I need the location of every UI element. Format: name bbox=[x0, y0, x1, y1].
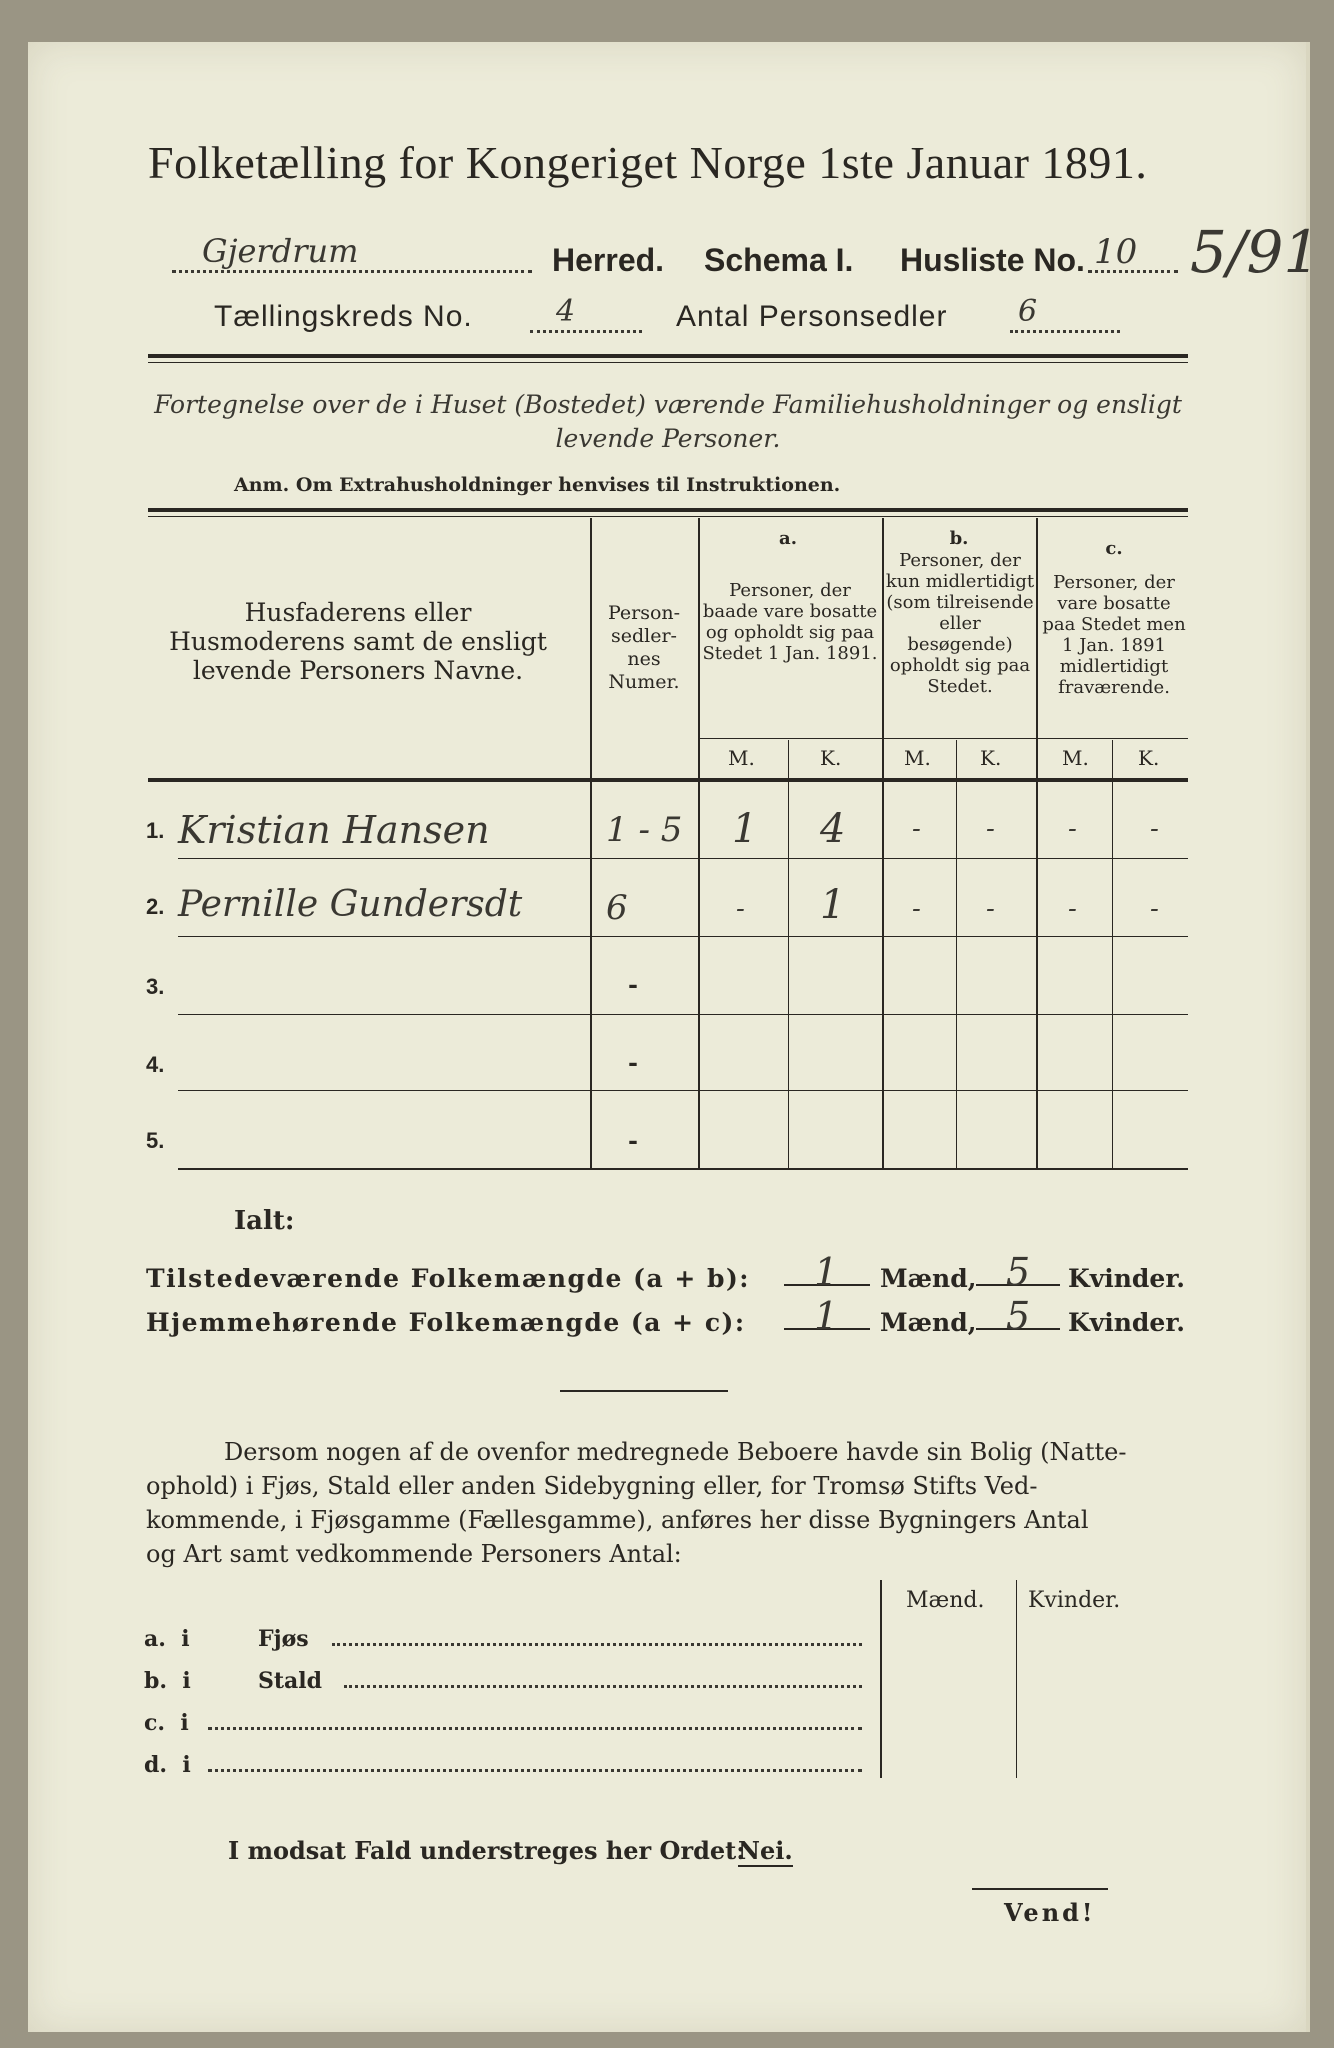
cell-a-k: 1 bbox=[820, 882, 846, 928]
intro-line-1: Fortegnelse over de i Huset (Bostedet) værende Familiehusholdninger og ensligt bbox=[154, 390, 1182, 419]
row-numer: 6 bbox=[606, 888, 628, 928]
census-form-page bbox=[28, 42, 1321, 2032]
hjem-k-value: 5 bbox=[1006, 1294, 1031, 1338]
row-rule bbox=[178, 858, 1188, 859]
row-number: 2. bbox=[146, 894, 165, 919]
row-numer: - bbox=[628, 970, 638, 999]
husliste-field bbox=[1088, 232, 1178, 273]
row-numer: - bbox=[628, 1048, 638, 1077]
anm-note: Anm. Om Extrahusholdninger henvises til Instruktionen. bbox=[234, 474, 841, 496]
hjem-kvinder-label: Kvinder. bbox=[1068, 1308, 1185, 1337]
husliste-value: 10 bbox=[1094, 232, 1138, 272]
schema-label: Schema I. bbox=[704, 242, 854, 278]
cell-c-m: - bbox=[1068, 894, 1077, 924]
tilst-k-value: 5 bbox=[1006, 1250, 1031, 1294]
cell-c-k: - bbox=[1150, 814, 1159, 844]
mk-c-k: K. bbox=[1138, 746, 1160, 770]
row-name: Kristian Hansen bbox=[178, 808, 490, 852]
building-item-dots bbox=[332, 1642, 862, 1646]
tilst-kvinder-label: Kvinder. bbox=[1068, 1264, 1185, 1293]
col-header-names: Husfaderens eller Husmoderens samt de ensligt levende Personers Navne. bbox=[169, 598, 547, 685]
vend-label: Vend! bbox=[1004, 1898, 1096, 1927]
herred-value: Gjerdrum bbox=[202, 232, 359, 270]
herred-label: Herred. bbox=[552, 242, 665, 278]
building-item-dots bbox=[208, 1768, 862, 1772]
row-rule bbox=[178, 936, 1188, 937]
building-item-letter: d. i bbox=[144, 1752, 191, 1778]
section-divider bbox=[560, 1390, 728, 1392]
building-item-dots bbox=[208, 1726, 862, 1730]
antal-field bbox=[1010, 294, 1120, 333]
building-item-letter: a. i bbox=[144, 1626, 190, 1652]
col-header-a-letter: a. bbox=[779, 528, 797, 549]
cell-b-k: - bbox=[986, 894, 995, 924]
herred-field bbox=[172, 232, 532, 273]
col-header-b-letter: b. bbox=[949, 528, 969, 549]
building-item-label: Stald bbox=[258, 1668, 323, 1694]
mk-b-k: K. bbox=[980, 746, 1002, 770]
mk-a-m: M. bbox=[728, 746, 755, 770]
row-name: Pernille Gundersdt bbox=[178, 884, 523, 925]
table-top-rule bbox=[148, 508, 1188, 512]
cell-a-k: 4 bbox=[820, 806, 846, 852]
cell-b-m: - bbox=[912, 814, 921, 844]
kreds-label: Tællingskreds No. bbox=[214, 300, 473, 333]
hjem-label: Hjemmehørende Folkemængde (a + c): bbox=[146, 1308, 746, 1337]
building-item-letter: c. i bbox=[144, 1710, 189, 1736]
nei-word: Nei. bbox=[738, 1836, 793, 1865]
col-header-numer: Person-sedler-nes Numer. bbox=[607, 602, 681, 693]
cell-a-m: 1 bbox=[732, 806, 758, 852]
mk-header-rule bbox=[700, 738, 1188, 739]
tilst-m-value: 1 bbox=[814, 1250, 839, 1294]
kreds-field bbox=[530, 294, 642, 333]
row-number: 5. bbox=[146, 1128, 165, 1153]
building-item-label: Fjøs bbox=[258, 1626, 309, 1652]
hjem-m-value: 1 bbox=[814, 1294, 839, 1338]
hjem-k-field bbox=[976, 1294, 1060, 1338]
bottom-para-4: og Art samt vedkommende Personers Antal: bbox=[146, 1540, 682, 1568]
building-item-dots bbox=[344, 1684, 862, 1688]
antal-label: Antal Personsedler bbox=[676, 300, 948, 333]
bottom-para-1: Dersom nogen af de ovenfor medregnede Beboere havde sin Bolig (Natte- bbox=[224, 1438, 1127, 1466]
cell-c-k: - bbox=[1150, 894, 1159, 924]
cell-a-m: - bbox=[736, 894, 745, 924]
buildings-col-divider bbox=[1016, 1580, 1017, 1778]
col-header-c-letter: c. bbox=[1105, 538, 1123, 559]
col-divider bbox=[882, 518, 884, 1168]
kreds-value: 4 bbox=[556, 294, 576, 329]
tilst-label: Tilstedeværende Folkemængde (a + b): bbox=[146, 1264, 751, 1293]
col-divider bbox=[590, 518, 592, 1168]
col-divider bbox=[788, 740, 789, 1168]
row-numer: 1 - 5 bbox=[606, 810, 683, 850]
row-numer: - bbox=[628, 1126, 638, 1155]
row-number: 4. bbox=[146, 1052, 165, 1077]
buildings-maend-header: Mænd. bbox=[906, 1588, 985, 1613]
row-number: 3. bbox=[146, 974, 165, 999]
col-header-a-text: Personer, der baade vare bosatte og opholdt sig paa Stedet 1 Jan. 1891. bbox=[702, 580, 878, 664]
row-number: 1. bbox=[146, 818, 165, 843]
husliste-label: Husliste No. bbox=[900, 242, 1085, 278]
tilst-m-field bbox=[784, 1250, 870, 1294]
cell-c-m: - bbox=[1068, 814, 1077, 844]
vend-rule bbox=[972, 1888, 1108, 1890]
antal-value: 6 bbox=[1018, 294, 1038, 329]
mk-a-k: K. bbox=[820, 746, 842, 770]
col-header-b-text: Personer, der kun midlertidigt (som tilreisende eller besøgende) opholdt sig paa Stedet. bbox=[885, 550, 1035, 697]
form-title: Folketælling for Kongeriget Norge 1ste Januar 1891. bbox=[148, 137, 1148, 188]
hjem-m-field bbox=[784, 1294, 870, 1338]
tilst-k-field bbox=[976, 1250, 1060, 1294]
table-bottom-rule bbox=[178, 1168, 1188, 1170]
mk-c-m: M. bbox=[1062, 746, 1089, 770]
header-rule-thin bbox=[148, 362, 1188, 363]
col-divider bbox=[1036, 518, 1038, 1168]
col-divider bbox=[956, 740, 957, 1168]
ialt-label: Ialt: bbox=[234, 1206, 295, 1236]
header-rule bbox=[148, 354, 1188, 358]
building-item-letter: b. i bbox=[144, 1668, 191, 1694]
table-header-rule bbox=[148, 778, 1188, 782]
mk-b-m: M. bbox=[904, 746, 931, 770]
hjem-maend-label: Mænd, bbox=[880, 1308, 977, 1337]
row-rule bbox=[178, 1090, 1188, 1091]
intro-line-2: levende Personer. bbox=[555, 424, 781, 453]
bottom-para-2: ophold) i Fjøs, Stald eller anden Sidebygning eller, for Tromsø Stifts Ved- bbox=[146, 1472, 1038, 1500]
cell-b-k: - bbox=[986, 814, 995, 844]
buildings-col-divider bbox=[880, 1580, 882, 1778]
row-rule bbox=[178, 1014, 1188, 1015]
nei-instruction: I modsat Fald understreges her Ordet: bbox=[228, 1836, 746, 1865]
bottom-para-3: kommende, i Fjøsgamme (Fællesgamme), anføres her disse Bygningers Antal bbox=[146, 1506, 1089, 1534]
col-divider bbox=[698, 518, 700, 1168]
tilst-maend-label: Mænd, bbox=[880, 1264, 977, 1293]
corner-note: 5/91 bbox=[1190, 218, 1321, 286]
table-top-rule-thin bbox=[148, 516, 1188, 517]
col-divider bbox=[1112, 740, 1113, 1168]
cell-b-m: - bbox=[912, 894, 921, 924]
buildings-kvinder-header: Kvinder. bbox=[1028, 1588, 1121, 1613]
col-header-c-text: Personer, der vare bosatte paa Stedet men 1 Jan. 1891 midlertidigt fraværende. bbox=[1042, 572, 1186, 698]
